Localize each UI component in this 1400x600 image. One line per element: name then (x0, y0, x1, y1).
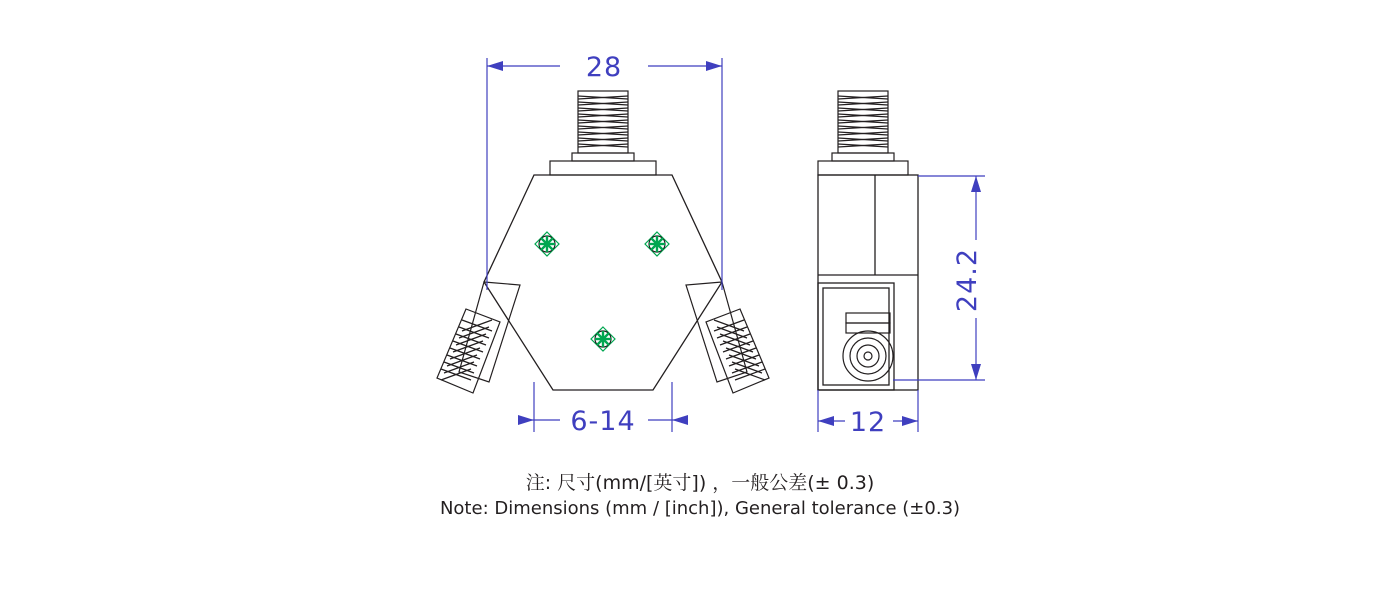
side-top-connector (818, 91, 908, 175)
dimension-overall-height (893, 176, 985, 380)
screw-marker-top-right (645, 232, 669, 256)
note-chinese: 注: 尺寸(mm/[英寸]) ，一般公差(± 0.3) (525, 472, 875, 494)
screw-marker-top-left (535, 232, 559, 256)
dimension-overall-depth (818, 390, 918, 438)
dimension-value-12: 12 (849, 407, 887, 438)
dimension-value-6-14: 6-14 (570, 406, 636, 437)
front-left-connector (437, 282, 520, 393)
dimension-value-24-2: 24.2 (952, 247, 983, 313)
dimension-overall-width (487, 52, 722, 290)
front-top-connector (550, 91, 656, 175)
front-right-connector (686, 282, 769, 393)
dimension-value-28: 28 (585, 52, 623, 83)
screw-marker-bottom-center (591, 327, 615, 351)
side-view (818, 91, 985, 438)
note-english: Note: Dimensions (mm / [inch]), General tolerance (±0.3) (439, 498, 961, 519)
front-view (437, 52, 769, 437)
front-body-hexagon (484, 175, 722, 390)
side-front-port (843, 313, 893, 381)
notes-block (0, 470, 1400, 522)
side-body (818, 175, 918, 390)
